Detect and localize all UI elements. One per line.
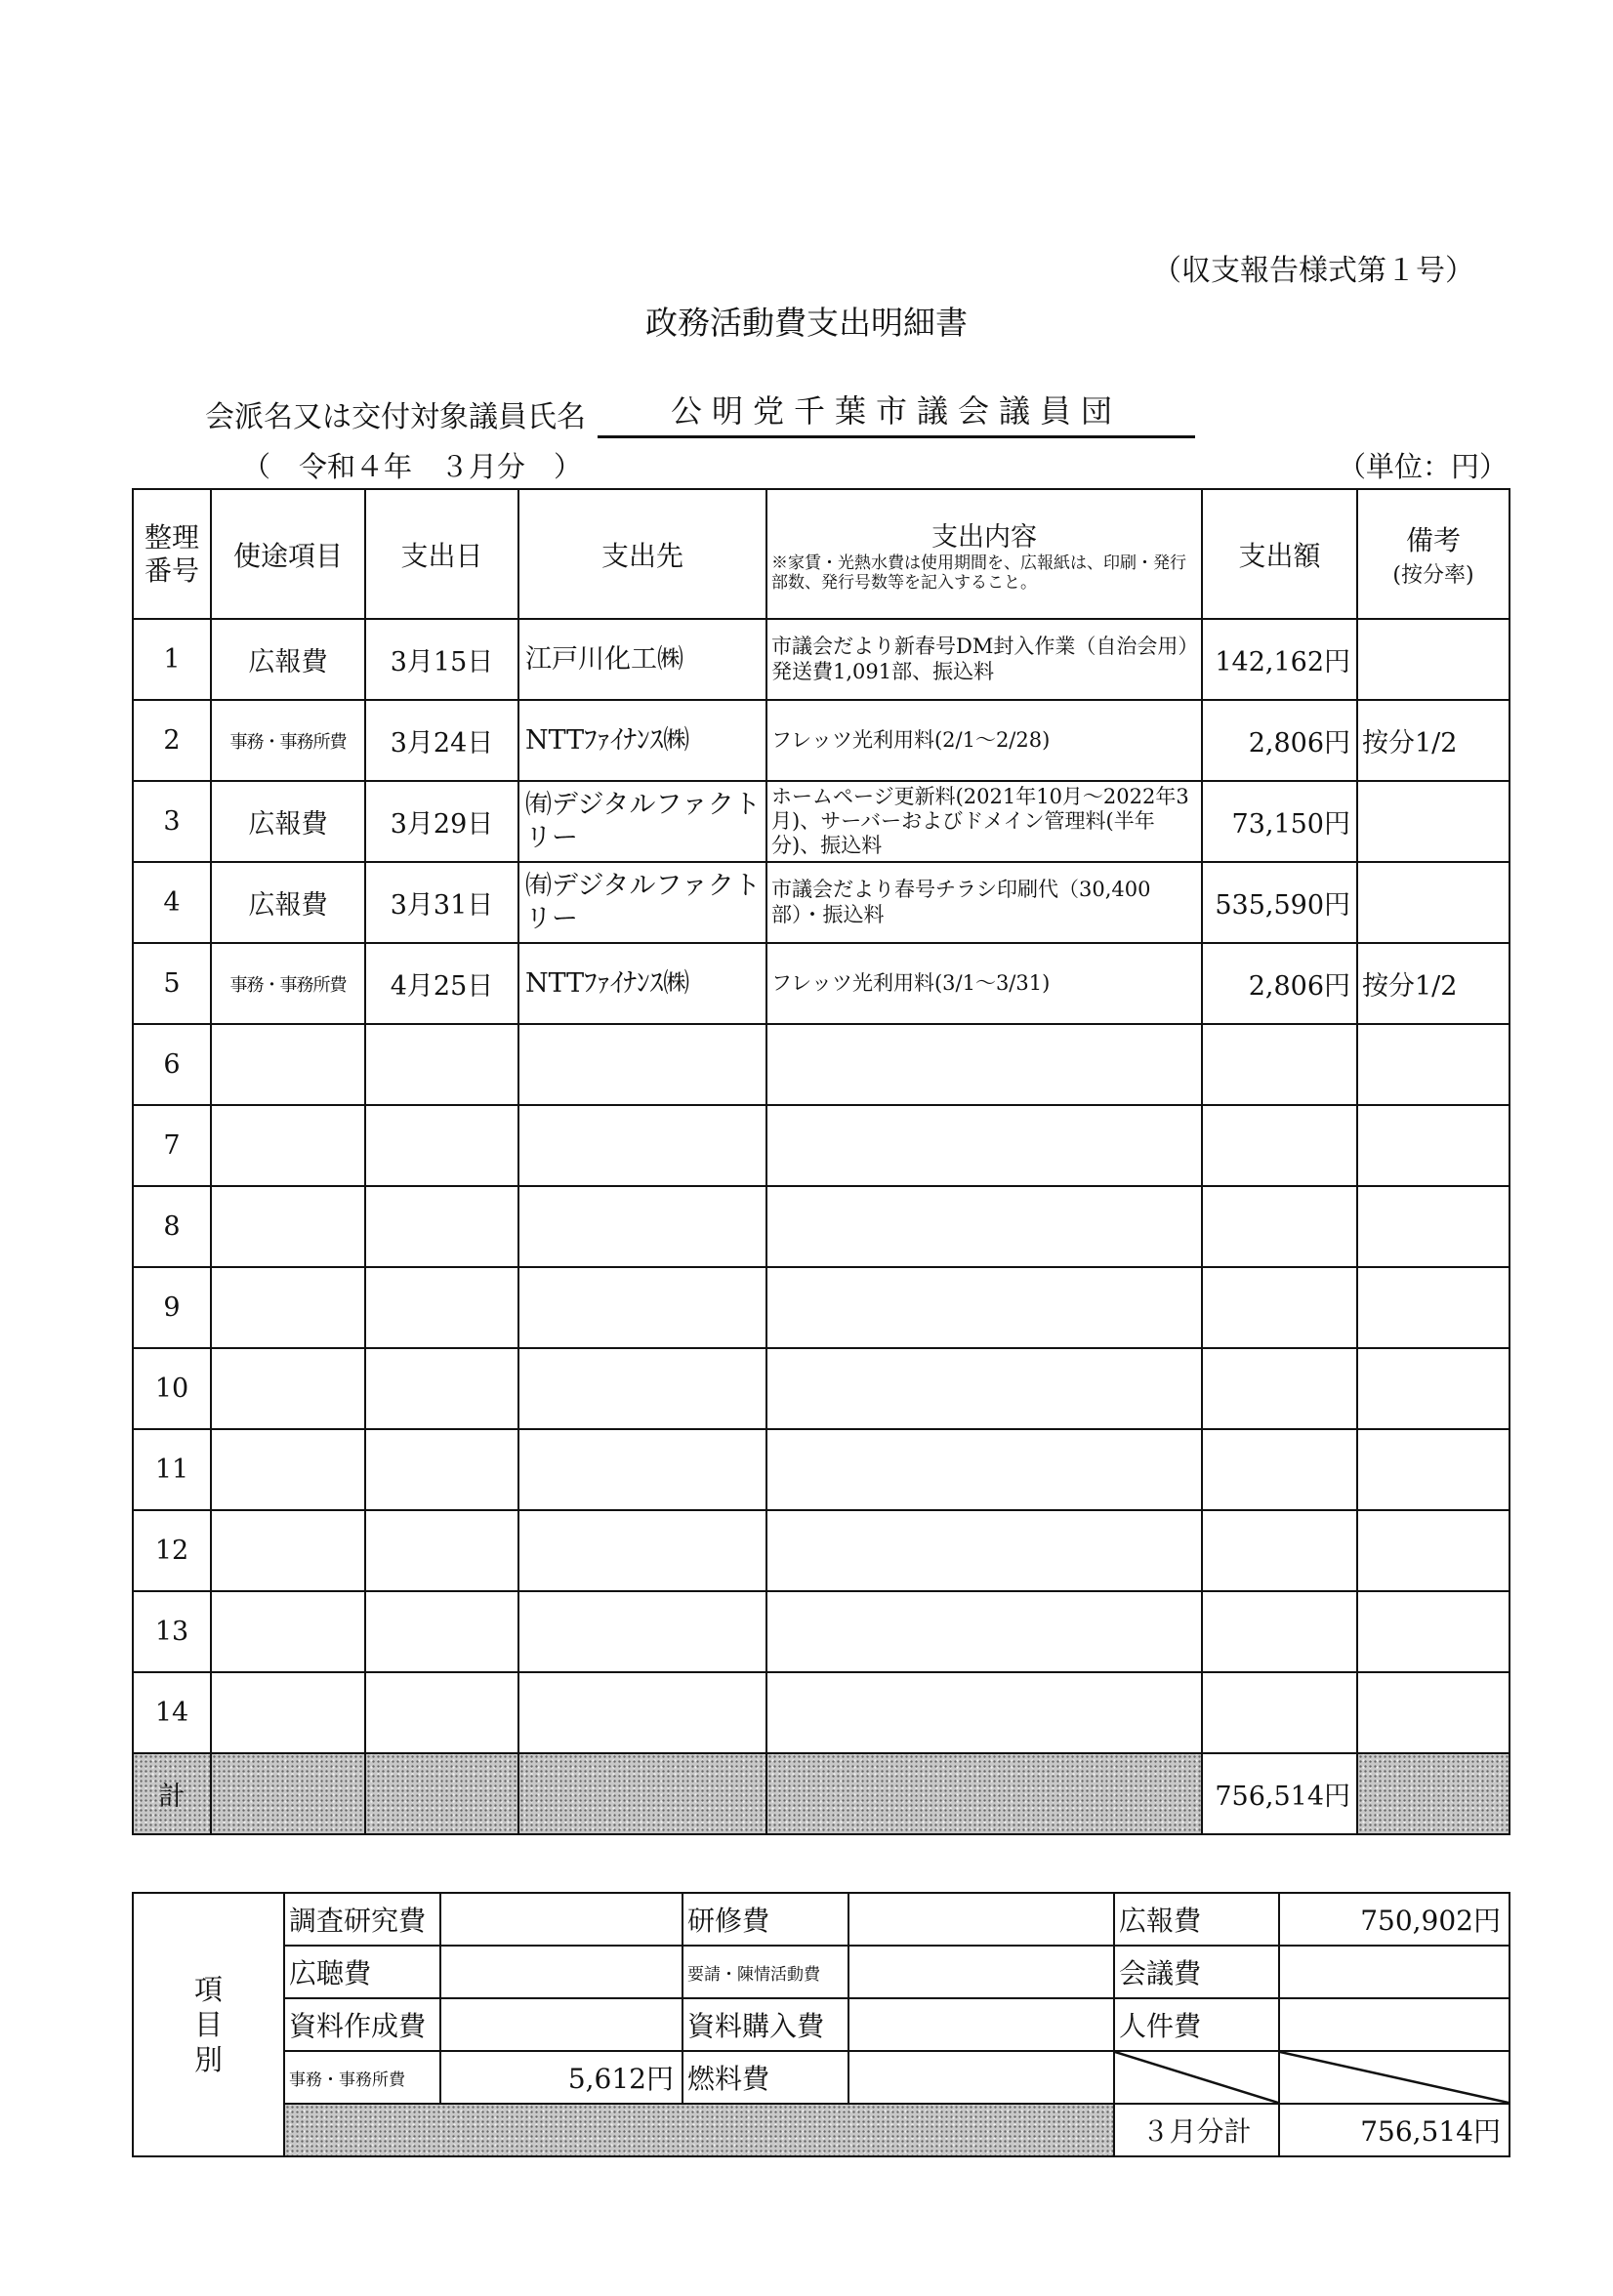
header-note (1357, 489, 1510, 619)
row-amount (1202, 1024, 1357, 1105)
row-category: 広報費 (211, 781, 365, 862)
row-payee: ㈲デジタルファクトリー (518, 862, 766, 943)
row-date: 3月29日 (365, 781, 518, 862)
row-description (766, 1267, 1202, 1348)
row-payee (518, 1672, 766, 1753)
row-description (766, 1591, 1202, 1672)
row-category (211, 1672, 365, 1753)
row-note (1357, 1024, 1510, 1105)
table-row (133, 943, 1510, 1024)
report-period: （ 令和４年 ３月分 ） (242, 450, 583, 483)
summary-label: 調査研究費 (284, 1893, 440, 1946)
summary-label: 資料購入費 (682, 1998, 848, 2051)
table-row (133, 1429, 1510, 1510)
row-category: 事務・事務所費 (211, 700, 365, 781)
summary-label: 資料作成費 (284, 1998, 440, 2051)
table-header-row (133, 489, 1510, 619)
header-note-subtitle: (按分率) (1392, 563, 1474, 588)
total-shaded-cell (518, 1753, 766, 1834)
row-date (365, 1186, 518, 1267)
row-amount: 73,150円 (1202, 781, 1357, 862)
summary-side-label: 項 目 別 (133, 1893, 284, 2156)
month-total-value: 756,514円 (1279, 2104, 1510, 2156)
row-date: 3月15日 (365, 619, 518, 700)
header-no: 整理 番号 (133, 489, 211, 619)
row-category: 広報費 (211, 862, 365, 943)
row-category: 事務・事務所費 (211, 943, 365, 1024)
row-amount: 142,162円 (1202, 619, 1357, 700)
summary-unused-cell (1114, 2051, 1279, 2104)
row-amount (1202, 1510, 1357, 1591)
group-name: 公明党千葉市議会議員団 (598, 387, 1195, 438)
summary-value (440, 1946, 682, 1998)
summary-label: 会議費 (1114, 1946, 1279, 1998)
row-payee (518, 1186, 766, 1267)
total-shaded-cell (766, 1753, 1202, 1834)
total-shaded-cell (1357, 1753, 1510, 1834)
row-description (766, 1672, 1202, 1753)
month-total-label: ３月分計 (1114, 2104, 1279, 2156)
total-shaded-cell (211, 1753, 365, 1834)
row-note (1357, 1429, 1510, 1510)
row-note: 按分1/2 (1357, 943, 1510, 1024)
row-number: 11 (133, 1429, 211, 1510)
row-description (766, 1348, 1202, 1429)
row-category (211, 1348, 365, 1429)
row-note (1357, 862, 1510, 943)
row-number: 10 (133, 1348, 211, 1429)
row-date (365, 1105, 518, 1186)
header-payee: 支出先 (518, 489, 766, 619)
row-date (365, 1429, 518, 1510)
row-number: 12 (133, 1510, 211, 1591)
row-number: 9 (133, 1267, 211, 1348)
row-description (766, 1186, 1202, 1267)
row-note (1357, 1186, 1510, 1267)
row-amount: 535,590円 (1202, 862, 1357, 943)
total-label: 計 (133, 1753, 211, 1834)
row-number: 5 (133, 943, 211, 1024)
row-number: 3 (133, 781, 211, 862)
table-row (133, 1672, 1510, 1753)
row-note: 按分1/2 (1357, 700, 1510, 781)
summary-unused-cell (1279, 2051, 1510, 2104)
row-date (365, 1348, 518, 1429)
document-title: 政務活動費支出明細書 (645, 304, 968, 342)
row-category (211, 1267, 365, 1348)
total-row (133, 1753, 1510, 1834)
row-note (1357, 1672, 1510, 1753)
row-amount (1202, 1591, 1357, 1672)
row-number: 2 (133, 700, 211, 781)
table-row (133, 1024, 1510, 1105)
row-number: 6 (133, 1024, 211, 1105)
header-description-title: 支出内容 (931, 521, 1037, 553)
row-date: 3月24日 (365, 700, 518, 781)
summary-label: 研修費 (682, 1893, 848, 1946)
row-number: 8 (133, 1186, 211, 1267)
total-shaded-cell (365, 1753, 518, 1834)
row-note (1357, 1510, 1510, 1591)
table-row (133, 1348, 1510, 1429)
summary-value (848, 2051, 1114, 2104)
row-category: 広報費 (211, 619, 365, 700)
row-payee (518, 1105, 766, 1186)
row-category (211, 1105, 365, 1186)
summary-value (440, 1893, 682, 1946)
row-note (1357, 1591, 1510, 1672)
row-note (1357, 1267, 1510, 1348)
row-amount (1202, 1348, 1357, 1429)
summary-label: 広聴費 (284, 1946, 440, 1998)
row-description: フレッツ光利用料(3/1～3/31) (766, 943, 1202, 1024)
summary-label: 広報費 (1114, 1893, 1279, 1946)
table-row (133, 1105, 1510, 1186)
summary-value (848, 1893, 1114, 1946)
row-amount (1202, 1672, 1357, 1753)
header-date: 支出日 (365, 489, 518, 619)
row-number: 7 (133, 1105, 211, 1186)
summary-label: 燃料費 (682, 2051, 848, 2104)
row-date (365, 1024, 518, 1105)
total-amount: 756,514円 (1202, 1753, 1357, 1834)
summary-label: 要請・陳情活動費 (682, 1946, 848, 1998)
row-amount (1202, 1429, 1357, 1510)
row-date: 4月25日 (365, 943, 518, 1024)
row-number: 14 (133, 1672, 211, 1753)
row-description: ホームページ更新料(2021年10月～2022年3月)、サーバーおよびドメイン管理料(半年分)、振込料 (766, 781, 1202, 862)
summary-value: 5,612円 (440, 2051, 682, 2104)
summary-label: 事務・事務所費 (284, 2051, 440, 2104)
row-payee (518, 1510, 766, 1591)
row-note (1357, 619, 1510, 700)
unit-label: （単位：円） (1338, 450, 1509, 483)
row-description: フレッツ光利用料(2/1～2/28) (766, 700, 1202, 781)
row-payee (518, 1348, 766, 1429)
table-row (133, 781, 1510, 862)
header-note-title: 備考 (1405, 524, 1461, 556)
row-description (766, 1429, 1202, 1510)
table-row (133, 619, 1510, 700)
summary-value (440, 1998, 682, 2051)
table-row (133, 700, 1510, 781)
summary-value: 750,902円 (1279, 1893, 1510, 1946)
row-number: 13 (133, 1591, 211, 1672)
category-summary-table (132, 1892, 1510, 2157)
row-description: 市議会だより新春号DM封入作業（自治会用）発送費1,091部、振込料 (766, 619, 1202, 700)
table-row (133, 862, 1510, 943)
row-note (1357, 1348, 1510, 1429)
row-amount: 2,806円 (1202, 943, 1357, 1024)
table-row (133, 1186, 1510, 1267)
row-category (211, 1024, 365, 1105)
row-date (365, 1267, 518, 1348)
summary-value (1279, 1998, 1510, 2051)
row-number: 1 (133, 619, 211, 700)
row-payee (518, 1429, 766, 1510)
row-payee: ㈲デジタルファクトリー (518, 781, 766, 862)
row-category (211, 1429, 365, 1510)
summary-shaded-area (284, 2104, 1114, 2156)
row-category (211, 1510, 365, 1591)
row-description (766, 1024, 1202, 1105)
header-description (766, 489, 1202, 619)
table-row (133, 1510, 1510, 1591)
row-payee: NTTﾌｧｲﾅﾝｽ㈱ (518, 943, 766, 1024)
summary-label: 人件費 (1114, 1998, 1279, 2051)
row-payee (518, 1591, 766, 1672)
expenditure-table (132, 488, 1510, 1835)
row-description (766, 1105, 1202, 1186)
summary-value (1279, 1946, 1510, 1998)
row-amount (1202, 1267, 1357, 1348)
row-amount: 2,806円 (1202, 700, 1357, 781)
summary-value (848, 1998, 1114, 2051)
row-description (766, 1510, 1202, 1591)
row-note (1357, 1105, 1510, 1186)
row-payee: 江戸川化工㈱ (518, 619, 766, 700)
summary-value (848, 1946, 1114, 1998)
row-date: 3月31日 (365, 862, 518, 943)
row-date (365, 1591, 518, 1672)
row-description: 市議会だより春号チラシ印刷代（30,400部）・振込料 (766, 862, 1202, 943)
row-category (211, 1186, 365, 1267)
table-body (133, 619, 1510, 1753)
header-description-note: ※家賃・光熱水費は使用期間を、広報紙は、印刷・発行部数、発行号数等を記入すること。 (771, 553, 1186, 593)
row-date (365, 1510, 518, 1591)
row-category (211, 1591, 365, 1672)
form-number: （収支報告様式第１号） (1152, 254, 1474, 288)
group-name-label: 会派名又は交付対象議員氏名 (205, 400, 586, 434)
row-note (1357, 781, 1510, 862)
row-date (365, 1672, 518, 1753)
row-payee (518, 1024, 766, 1105)
row-payee (518, 1267, 766, 1348)
row-payee: NTTﾌｧｲﾅﾝｽ㈱ (518, 700, 766, 781)
row-amount (1202, 1186, 1357, 1267)
header-amount: 支出額 (1202, 489, 1357, 619)
row-number: 4 (133, 862, 211, 943)
header-category: 使途項目 (211, 489, 365, 619)
table-row (133, 1267, 1510, 1348)
row-amount (1202, 1105, 1357, 1186)
table-row (133, 1591, 1510, 1672)
